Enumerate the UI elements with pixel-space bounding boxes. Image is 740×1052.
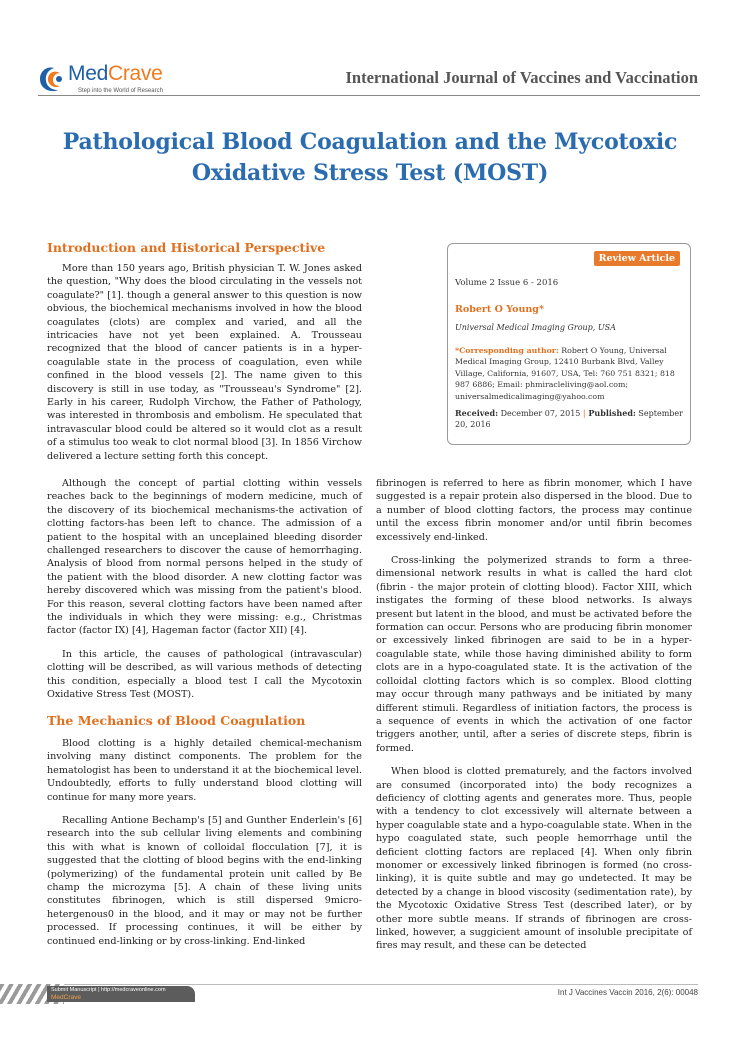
paragraph-right-1: fibrinogen is referred to here as fibrin monomer, which I have suggested is a repair protein also dispersed in the blood. Due to a number of blood clotting factors, the process may continue until the excess fibrin monomer and/or until fibrin becomes excessively end-linked. <box>376 478 692 543</box>
logo-name-part1: Med <box>68 62 108 85</box>
journal-title: International Journal of Vaccines and Vaccination <box>345 68 698 87</box>
article-info-box <box>447 243 691 445</box>
received-date: December 07, 2015 <box>498 409 583 418</box>
paragraph-mechanics-1: Blood clotting is a highly detailed chemical-mechanism involving many distinct components. The problem for the hematologist has been to understand it at the biochemical level. Undoubtedly, efforts to fully understand blood clotting will continue for many more years. <box>47 738 362 803</box>
left-column <box>47 477 362 712</box>
section-heading-introduction: Introduction and Historical Perspective <box>47 240 326 255</box>
footer-citation: Int J Vaccines Vaccin 2016, 2(6): 00048 <box>557 988 698 997</box>
author-name: Robert O Young* <box>455 304 544 315</box>
submit-manuscript-link[interactable]: Submit Manuscript | http://medcraveonline.com <box>51 987 166 993</box>
logo-name <box>68 62 162 86</box>
logo-tagline: Step into the World of Research <box>78 88 163 94</box>
published-date: September 20, 2016 <box>455 409 683 430</box>
right-column <box>376 477 692 963</box>
corresponding-text: Robert O Young, Universal Medical Imaging Group, 12410 Burbank Blvd, Valley Village, California, 91607, USA, Tel: 760 751 8321; 818 987 6886; Email: phmiracleliving@aol.com; universalmedicalimaging@yahoo.com <box>455 346 675 401</box>
received-label: Received: <box>455 408 499 418</box>
intro-column <box>47 262 362 473</box>
article-dates <box>455 408 683 431</box>
date-separator: | <box>582 409 586 418</box>
article-type-badge: Review Article <box>594 251 680 266</box>
header-divider <box>38 95 700 96</box>
paragraph-mechanics-2: Recalling Antione Bechamp's [5] and Gunther Enderlein's [6] research into the sub cellular living elements and combining this with what is known of colloidal flocculation [7], it is suggested that the clotting of blood begins with the end-linking (polymerizing) of the fundamental protein unit called by Be champ the microzyma [5]. A chain of these living units constitutes fibrinogen, which is still dispersed 9micro-hetergenous0 in the blood, and it may or may not be further processed. If processing continues, it will be either by continued end-linking or by cross-linking. End-linked <box>47 815 362 947</box>
corresponding-author <box>455 345 683 402</box>
medcrave-logo <box>38 62 188 98</box>
paragraph-intro-3: In this article, the causes of pathological (intravascular) clotting will be described, as will various methods of detecting this condition, especially a blood test I call the Mycotoxin Oxidative Stress Test (MOST). <box>47 648 362 701</box>
paragraph-intro-2: Although the concept of partial clotting within vessels reaches back to the beginnings of modern medicine, much of the discovery of its biochemical mechanisms-the activation of clotting factors-has been left to chance. The admission of a patient to the hospital with an unceplained bleeding disorder challenged researchers to discover the cause of hemorrhaging. Analysis of blood from normal persons helped in the study of the patient with the blood disorder. A new clotting factor was hereby discovered which was missing from the patient's blood. For this reason, several clotting factors have been named after the individuals in which they were missing: e.g., Christmas factor (factor IX) [4], Hageman factor (factor XII) [4]. <box>47 478 362 637</box>
mechanics-column <box>47 737 362 958</box>
corresponding-label: *Corresponding author: <box>455 346 559 355</box>
footer-brand: MedCrave <box>51 994 81 1001</box>
footer-submit-box[interactable] <box>47 986 195 1002</box>
paragraph-right-3: When blood is clotted prematurely, and the factors involved are consumed (incorporated into) the body recognizes a deficiency of clotting agents and generates more. Thus, people with a tendency to clot excessively will alternate between a hyper coagulable state and a hypo-coagulable state. When in the hypo coagulated state, such people hemorrhage until the deficient clotting factors are replaced [4]. When only fibrin monomer or excessively linked fibrinogen is formed (no cross-linking), it is quite subtle and may go undetected. It may be detected by a change in blood viscosity (sedimentation rate), by the Mycotoxic Oxidative Stress Test (described later), or by other more subtle means. If strands of fibrinogen are cross-linked, however, a suggicient amount of insoluble precipitate of fires may result, and these can be detected <box>376 766 692 952</box>
logo-name-part2: Crave <box>107 62 163 85</box>
logo-mark-icon <box>38 64 68 94</box>
paragraph-intro-1: More than 150 years ago, British physician T. W. Jones asked the question, "Why does the blood circulating in the vessels not coagulate?" [1]. though a general answer to this question is now obvious, the biochemical mechanisms involved in how the blood coagulates (clots) are complex and varied, and all the intricacies have not yet been explained. A. Trousseau recognized that the blood of cancer patients is in a hyper-coagulable state in the process of coagulation, even while confined in the blood vessels [2]. The name given to this discovery is still in use today, as "Trousseau's Syndrome" [2]. Early in his career, Rudolph Virchow, the Father of Pathology, was interested in thrombosis and embolism. He speculated that intravascular blood could be altered so it would clot as a result of a stimulus too weak to clot normal blood [3]. In 1856 Virchow delivered a lecture setting forth this concept. <box>47 263 362 462</box>
footer-divider <box>38 984 698 985</box>
article-title: Pathological Blood Coagulation and the Mycotoxic Oxidative Stress Test (MOST) <box>62 129 678 186</box>
published-label: Published: <box>585 408 636 418</box>
author-affiliation: Universal Medical Imaging Group, USA <box>455 323 616 332</box>
section-heading-mechanics: The Mechanics of Blood Coagulation <box>47 713 306 728</box>
volume-issue: Volume 2 Issue 6 - 2016 <box>455 278 559 288</box>
paragraph-right-2: Cross-linking the polymerized strands to form a three-dimensional network results in what is called the hard clot (fibrin - the major protein of clotting blood). Factor XIII, which instigates the forming of these blood networks. Is always present but latent in the blood, and must be activated before the formation can occur. Persons who are producing fibrin monomer or excessively linked fibrinogen are said to be in a hyper-coagulable state, while those having diminished ability to form clots are in a hypo-coagulated state. It is the activation of the colloidal clotting factors which is so complex. Blood clotting may occur through many pathways and be initiated by many different stimuli. Regardless of initiation factors, the process is a sequence of events in which the activation of one factor triggers another, until, after a series of discrete steps, fibrin is formed. <box>376 555 692 754</box>
